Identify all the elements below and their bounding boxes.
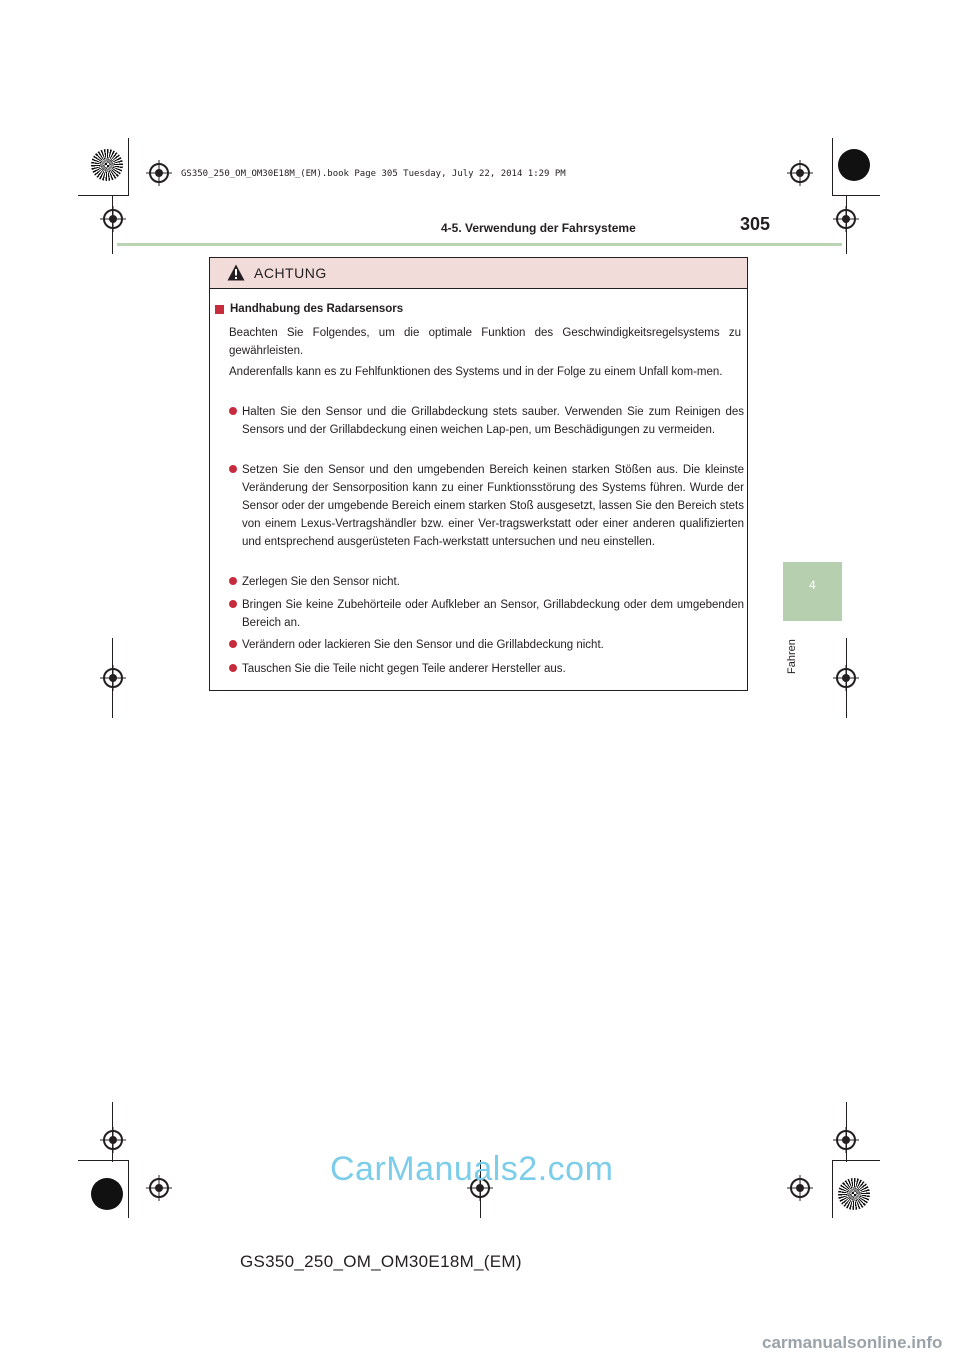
red-square-bullet-icon <box>215 305 224 314</box>
header-rule <box>117 243 842 246</box>
chapter-tab-label: Fahren <box>786 639 798 675</box>
registration-mark-icon <box>100 1127 126 1153</box>
bullet-item <box>229 660 744 678</box>
bullet-item <box>229 596 744 632</box>
bullet-text: Verändern oder lackieren Sie den Sensor und die Grillabdeckung nicht. <box>242 639 604 651</box>
bullet-text: Setzen Sie den Sensor und den umgebenden Bereich keinen starken Stößen aus. Die kleinste Veränderung der Sensorposition kann zu einer Funktionsstörung des Systems führen. Wurde der Sensor oder der umgebende Bereich einem starken Stoß ausgesetzt, lassen Sie den Bereich stets von einem Lexus-Vertragshändler bzw. einer Ver-tragswerkstatt oder einer anderen qualifizierten und entsprechend ausgerüsteten Fach-werkstatt untersuchen und neu einstellen. <box>242 464 744 548</box>
warning-box <box>209 257 748 691</box>
bullet-text: Zerlegen Sie den Sensor nicht. <box>242 576 400 588</box>
warning-triangle-icon <box>227 264 245 281</box>
red-dot-bullet-icon <box>229 640 237 648</box>
registration-mark-icon <box>100 665 126 691</box>
watermark-online: carmanualsonline.info <box>762 1333 943 1352</box>
footer-code: GS350_250_OM_OM30E18M_(EM) <box>240 1252 522 1271</box>
red-dot-bullet-icon <box>229 664 237 672</box>
starburst-mark-bottom-right <box>838 1178 870 1210</box>
bullet-item <box>229 403 744 439</box>
print-info: GS350_250_OM_OM30E18M_(EM).book Page 305 Tuesday, July 22, 2014 1:29 PM <box>181 169 566 179</box>
bullet-text: Halten Sie den Sensor und die Grillabdeckung stets sauber. Verwenden Sie zum Reinigen des Sensors und der Grillabdeckung einen weichen Lap-pen, um Beschädigungen zu vermeiden. <box>242 406 744 436</box>
chapter-tab-number: 4 <box>809 578 816 592</box>
warning-title: ACHTUNG <box>254 265 327 281</box>
watermark-carmanuals: CarManuals2.com <box>330 1150 614 1188</box>
red-dot-bullet-icon <box>229 600 237 608</box>
registration-mark-icon <box>833 1127 859 1153</box>
bullet-item <box>229 636 744 654</box>
registration-mark-icon <box>146 160 172 186</box>
warning-heading-row <box>215 300 403 318</box>
bullet-text: Bringen Sie keine Zubehörteile oder Aufkleber an Sensor, Grillabdeckung oder dem umgebenden Bereich an. <box>242 599 744 629</box>
bullet-text: Tauschen Sie die Teile nicht gegen Teile anderer Hersteller aus. <box>242 663 566 675</box>
page-number: 305 <box>740 214 771 234</box>
bullet-item <box>229 461 744 551</box>
paragraph: Beachten Sie Folgendes, um die optimale Funktion des Geschwindigkeitsregelsystems zu gewährleisten. <box>229 327 741 357</box>
paragraph: Anderenfalls kann es zu Fehlfunktionen des Systems und in der Folge zu einem Unfall kom-men. <box>229 366 723 378</box>
registration-mark-icon <box>100 206 126 232</box>
section-title: 4-5. Verwendung der Fahrsysteme <box>441 221 636 235</box>
red-dot-bullet-icon <box>229 577 237 585</box>
warning-header <box>210 258 747 289</box>
red-dot-bullet-icon <box>229 465 237 473</box>
registration-mark-icon <box>146 1175 172 1201</box>
registration-mark-icon <box>833 665 859 691</box>
warning-heading: Handhabung des Radarsensors <box>230 303 404 315</box>
starburst-mark-top-left <box>91 149 123 181</box>
red-dot-bullet-icon <box>229 407 237 415</box>
dot-mark-bottom-left <box>91 1178 123 1210</box>
registration-mark-icon <box>833 206 859 232</box>
registration-mark-icon <box>787 160 813 186</box>
dot-mark-top-right <box>838 149 870 181</box>
registration-mark-icon <box>787 1175 813 1201</box>
bullet-item <box>229 573 744 591</box>
